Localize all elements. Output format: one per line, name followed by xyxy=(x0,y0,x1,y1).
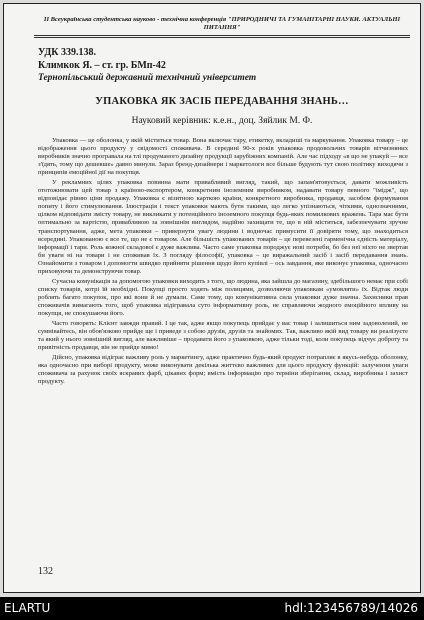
conference-header: ІІ Всеукраїнська студентська науково - технічна конференція "ПРИРОДНИЧІ ТА ГУМАНІТАРНІ НАУКИ. АКТУАЛЬНІ ПИТАННЯ" xyxy=(43,16,401,31)
repository-footer xyxy=(0,597,424,620)
affiliation: Тернопільський державний технічний університет xyxy=(38,73,257,83)
paragraph: Дійсно, упаковка відіграє важливу роль у маркетингу, адже практично будь-який продукт потрапляє в якусь-небудь оболонку, яка одночасно при виборі продукту, може виконувати декілька життєво важливих для цього продукту функцій: залучення уваги споживача за рахунок своїх яскравих фарб, цікавих форм; вмість інформацію про терміни зберігання, склад, виробника і захист продукту. xyxy=(38,354,408,386)
handle-identifier: hdl:123456789/14026 xyxy=(284,601,418,615)
repository-name: ELARTU xyxy=(4,601,51,615)
paragraph: Сучасна комунікація за допомогою упаковки виходить з того, що людина, яка зайшла до магазину, здебільшого немає при собі списку товарів, котрі їй необхідні. Покупці просто ходять між полицями, дозволяючи упаковкам «умовляти» їх. Відтак люди роблять багато покупок, про які вони й не думали. Саме тому, що комунікативна сила упаковки дуже значна. Захисники прав споживачів вимагають того, щоб упаковка відігравала суто інформативну роль, не справляючи жодного емоційного впливу на покупця, не спокушаючи його. xyxy=(38,277,408,317)
page-number: 132 xyxy=(38,566,53,577)
paragraph: Упаковка — це оболонка, у якій міститься товар. Вона включає тару, етикетку, вкладиші та маркування. Упаковка товару – це відображення цього продукту у свідомості споживача. В середині 90-х років упаковка продовольчих товарів вітчизняних виробників значно програвала на тлі продуманого дизайну продукції зарубіжних компаній. Але час підходу «в що не упакуй — все з'їдять, тому що дешевше» давно минули. Зараз бренд-дизайнери і маркетологи все більше будують тут свою політику виходячи з принципів емоційної дії на покупця. xyxy=(38,137,408,177)
author-line: Климкок Я. – ст. гр. БМп-42 xyxy=(38,60,166,71)
article-body xyxy=(38,137,408,388)
udc-code: УДК 339.138. xyxy=(38,47,96,58)
article-title: УПАКОВКА ЯК ЗАСІБ ПЕРЕДАВАННЯ ЗНАНЬ… xyxy=(95,96,349,107)
scanned-page xyxy=(3,3,421,593)
paragraph: Часто говорять: Клієнт завжди правий. І це так, адже якщо покупець прийдає у вас товар і залишиться ним задоволений, не сумнівайтесь, він обов'язково прийде ще і приведе з собою друзів, друзів та знайомих. Так, важливо якій вид товару ви реалізуєте та який у нього зовнішній вигляд, але важливіше – продавати його з упаковкою, адже тільки тоді, коли покупець відчує доброту та привітність продавця, він не прийде мимо! xyxy=(38,320,408,352)
header-divider xyxy=(34,35,410,38)
paragraph: У рекламних цілях упаковка повинна мати привабливий вигляд, такий, що запам'ятовується, давати можливість ототожнювати цей товар з країною-експортером, конкретним іноземним виробником, надавати товару певного "імідж", що відповідає рівню ціни продажу. Упаковка є візитною карткою країни, конкретного виробника, продавця, засобом формування попиту і його стимулювання. Ілюстрація і текст упаковки мають бути такими, що легко упізнаються, чіткими, однозначними, цілком відповідати змісту товару, не викликати у потенційного іноземного покупця будь-яких помилкових вражень. Тара має бути оптимально за вартістю, привабливою за зовнішнім виглядом, надійно захищати те, що в ній міститься, забезпечувати зручне транспортування, адже, мета упаковки – привернути увагу людини і водночас примусити її довіряти тому, що знаходиться всередині. Упакованою є все те, що не є товаром. Але більшість упакованих товарів – це перевезені гарменічна єдність матеріалу, інформації і тари. Роль кожної складової є дуже важлива. Часто саме упаковка породжує нові потреби, бо без неї ніхто не звертав би уваги ні на товари і не споживав їх. З погляду філософії, упаковка – це виражальний засіб і засіб передавання знань. Ознайомити з товаром і допомогти швидко прийняти рішення щодо його купівлі – ось завдання, яке виконує упаковка, одночасно приховуючи та демонструючи товар. xyxy=(38,179,408,275)
scientific-advisor: Науковий керівник: к.е.н., доц. Зяйлик М. Ф. xyxy=(131,116,313,126)
